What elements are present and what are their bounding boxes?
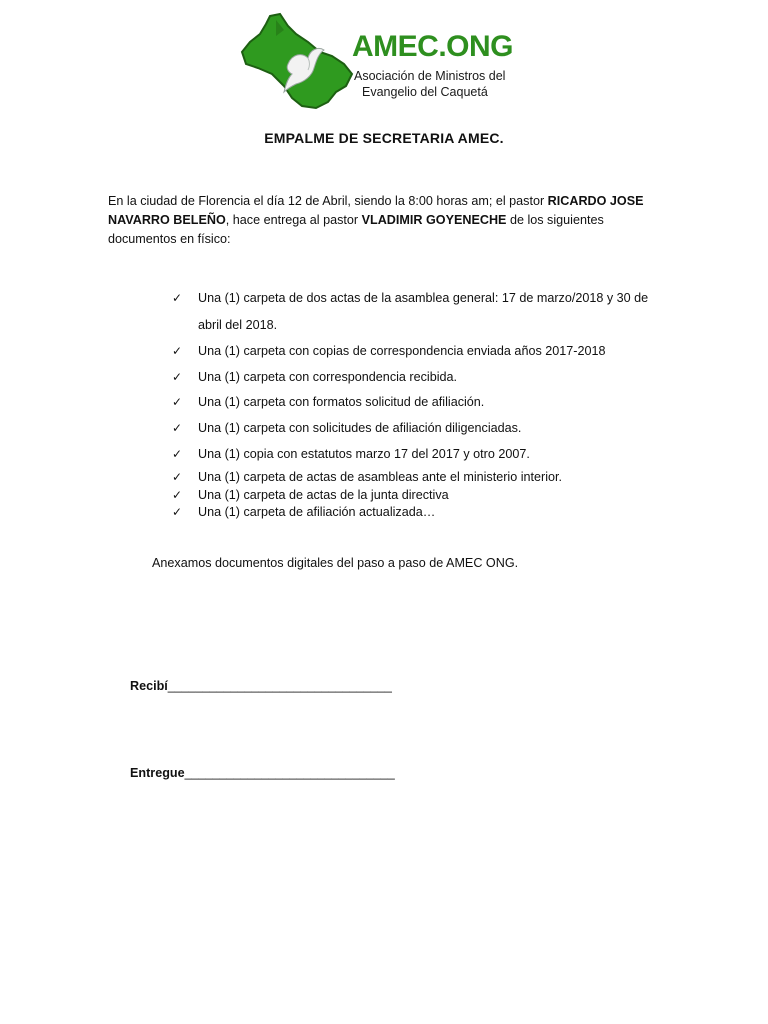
- received-signature: [130, 679, 392, 693]
- delivered-signature: [130, 766, 395, 780]
- list-item: [172, 468, 652, 486]
- intro-text-part2: , hace entrega al pastor: [225, 213, 362, 227]
- list-item: [172, 486, 652, 504]
- checkmark-icon: ✓: [172, 395, 183, 409]
- intro-name-ricardo: RICARDO JOSE NAVARRO BELEÑO: [108, 194, 644, 227]
- checkmark-icon: ✓: [172, 505, 183, 519]
- logo-subtitle-line1: Asociación de Ministros del: [354, 69, 506, 83]
- logo-title: AMEC.ONG: [352, 30, 513, 63]
- list-item-text: Una (1) carpeta con copias de correspondencia enviada años 2017-2018: [198, 344, 606, 358]
- list-item: [172, 389, 652, 416]
- list-item-text: Una (1) carpeta de afiliación actualizada…: [198, 505, 436, 519]
- checkmark-icon: ✓: [172, 344, 183, 358]
- list-item-text: Una (1) carpeta de actas de la junta directiva: [198, 488, 449, 502]
- list-item-text: Una (1) carpeta con solicitudes de afiliación diligenciadas.: [198, 421, 522, 435]
- caqueta-map-with-dove-icon: [236, 12, 356, 114]
- intro-name-vladimir: VLADIMIR GOYENECHE: [361, 213, 507, 227]
- checkmark-icon: ✓: [172, 470, 183, 484]
- list-item: [172, 503, 652, 521]
- logo-subtitle-line2: Evangelio del Caquetá: [362, 85, 488, 99]
- delivered-signature-line: ______________________________: [184, 766, 395, 780]
- amec-logo: [236, 12, 513, 114]
- checkmark-icon: ✓: [172, 421, 183, 435]
- checkmark-icon: ✓: [172, 291, 183, 305]
- received-signature-line: ________________________________: [167, 679, 392, 693]
- document-title: EMPALME DE SECRETARIA AMEC.: [264, 130, 504, 146]
- list-item: [172, 415, 652, 442]
- intro-text-part1: En la ciudad de Florencia el día 12 de Abril, siendo la 8:00 horas am; el pastor: [108, 194, 548, 208]
- intro-text-part3: de los siguientes documentos en físico:: [108, 213, 604, 246]
- list-item-text: Una (1) carpeta con correspondencia recibida.: [198, 370, 458, 384]
- list-item: [172, 441, 652, 468]
- checkmark-icon: ✓: [172, 370, 183, 384]
- list-item-text: Una (1) carpeta con formatos solicitud de afiliación.: [198, 395, 485, 409]
- annex-statement: Anexamos documentos digitales del paso a paso de AMEC ONG.: [152, 556, 519, 570]
- checkmark-icon: ✓: [172, 488, 183, 502]
- delivered-label: Entregue: [130, 766, 185, 780]
- intro-paragraph: [108, 192, 664, 249]
- received-label: Recibí: [130, 679, 168, 693]
- list-item-text: Una (1) copia con estatutos marzo 17 del 2017 y otro 2007.: [198, 447, 530, 461]
- list-item: [172, 285, 652, 339]
- checkmark-icon: ✓: [172, 447, 183, 461]
- list-item: [172, 338, 652, 365]
- list-item: [172, 364, 652, 391]
- list-item-text: Una (1) carpeta de dos actas de la asamblea general: 17 de marzo/2018 y 30 de abril del 2018.: [198, 291, 649, 332]
- list-item-text: Una (1) carpeta de actas de asambleas ante el ministerio interior.: [198, 470, 563, 484]
